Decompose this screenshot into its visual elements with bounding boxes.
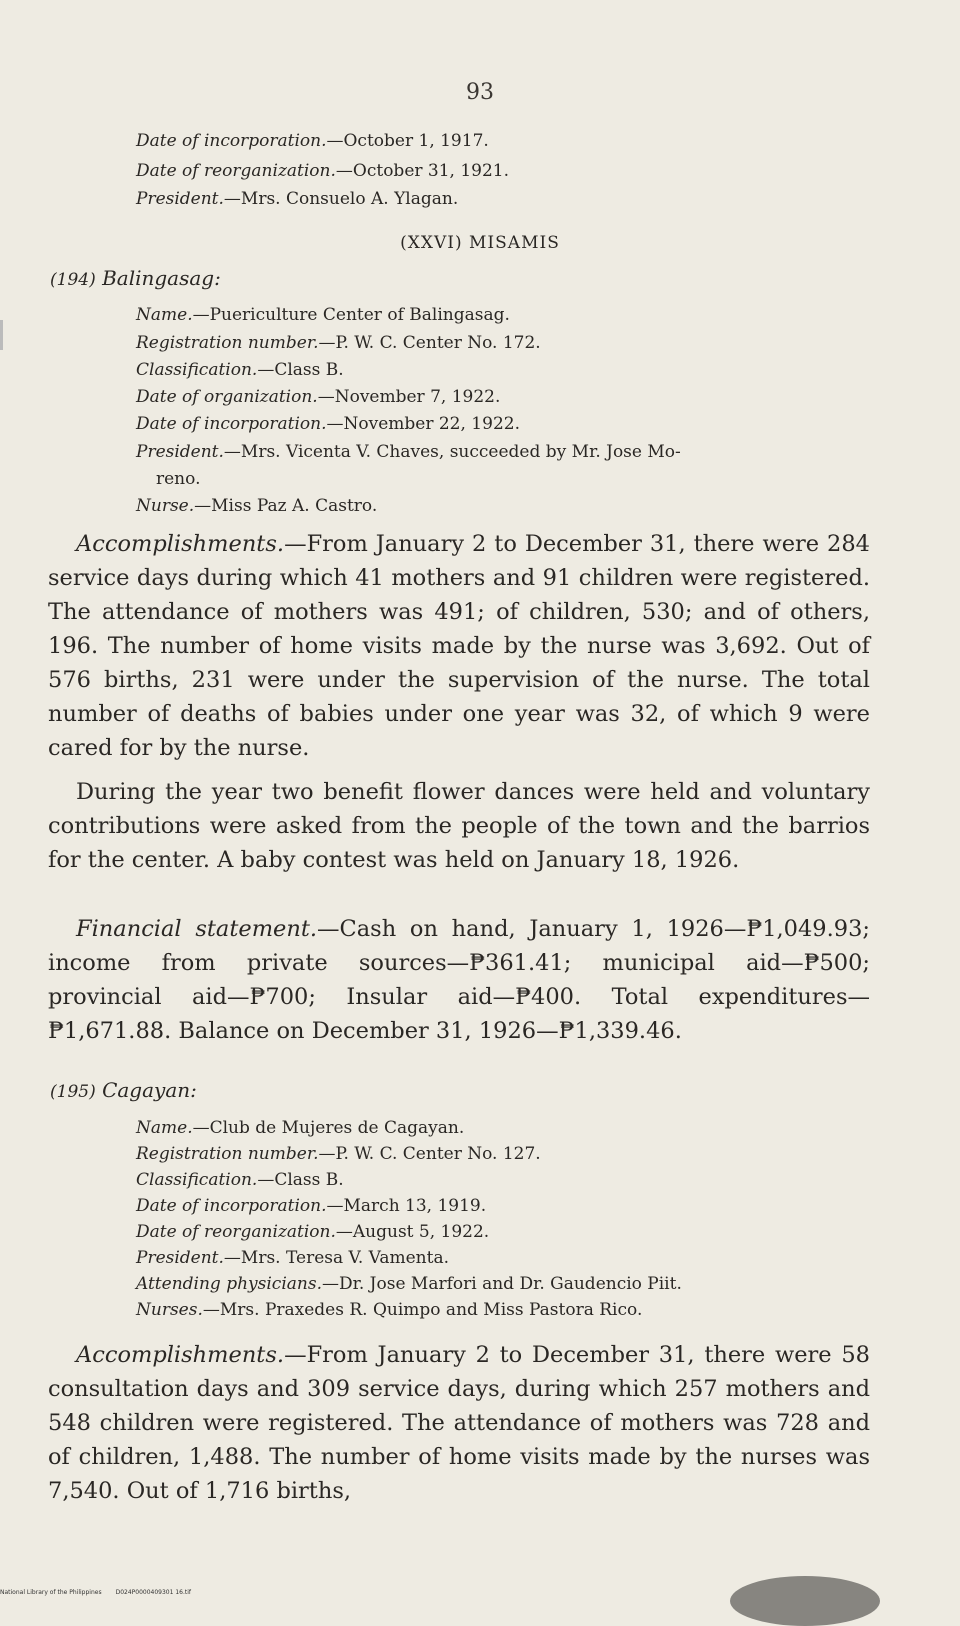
entry-194-president-cont bbox=[136, 467, 200, 491]
field-label: Date of reorganization. bbox=[136, 161, 336, 181]
field-label: Date of incorporation. bbox=[136, 1196, 327, 1216]
paragraph-text: —From January 2 to December 31, there were 284 service days during which 41 mothers and 91 children were registered. The attendance of mothers was 491; of children, 530; and of others, 196. The number of home visits made by the nurse was 3,692. Out of 576 births, 231 were under the supervision of the nurse. The total number of deaths of babies under one year was 32, of which 9 were cared for by the nurse. bbox=[48, 531, 870, 761]
entry-195-president bbox=[136, 1246, 449, 1270]
field-label: Date of reorganization. bbox=[136, 1222, 336, 1242]
entry-195-reorganization bbox=[136, 1220, 489, 1244]
field-label: Date of incorporation. bbox=[136, 131, 327, 151]
field-label: Attending physicians. bbox=[136, 1274, 322, 1294]
field-label: Registration number. bbox=[136, 1144, 319, 1164]
field-label: Classification. bbox=[136, 360, 258, 380]
field-label: Name. bbox=[136, 305, 193, 325]
entry-place: Balingasag: bbox=[102, 266, 221, 290]
entry-194-registration bbox=[136, 331, 541, 355]
paragraph-label: Accomplishments. bbox=[76, 1342, 285, 1368]
entry-195-nurses bbox=[136, 1298, 642, 1322]
field-value: —October 31, 1921. bbox=[335, 161, 510, 181]
footer-code: D024P0000409301 16.tif bbox=[115, 1589, 192, 1596]
entry-194-incorporation bbox=[136, 412, 520, 436]
entry-number: (194) bbox=[50, 270, 96, 290]
field-value: —Dr. Jose Marfori and Dr. Gaudencio Piit. bbox=[321, 1274, 682, 1294]
field-value: —August 5, 1922. bbox=[335, 1222, 490, 1242]
field-value: —Club de Mujeres de Cagayan. bbox=[192, 1118, 465, 1138]
field-value: —November 22, 1922. bbox=[326, 414, 520, 434]
entry-195-incorporation bbox=[136, 1194, 486, 1218]
paragraph-label: Accomplishments. bbox=[76, 531, 285, 557]
paragraph-text: —From January 2 to December 31, there were 58 consultation days and 309 service days, during which 257 mothers and 548 children were registered. The attendance of mothers was 728 and of children, 1,488. The number of home visits made by the nurses was 7,540. Out of 1,716 births, bbox=[48, 1342, 870, 1504]
entry-194-financial bbox=[48, 912, 870, 1048]
field-label: Nurse. bbox=[136, 496, 195, 516]
field-value: —Mrs. Teresa V. Vamenta. bbox=[223, 1248, 449, 1268]
field-value: —P. W. C. Center No. 172. bbox=[318, 333, 541, 353]
field-value: —Class B. bbox=[257, 360, 344, 380]
page-number: 93 bbox=[466, 80, 494, 105]
scan-footer bbox=[0, 1589, 205, 1596]
field-label: Name. bbox=[136, 1118, 193, 1138]
entry-194-accomplishments bbox=[48, 527, 870, 765]
entry-195-heading bbox=[50, 1078, 197, 1102]
entry-194-nurse bbox=[136, 494, 377, 518]
top-field-president bbox=[136, 187, 458, 211]
field-value: —October 1, 1917. bbox=[326, 131, 489, 151]
field-label: Date of incorporation. bbox=[136, 414, 327, 434]
scan-edge-mark bbox=[0, 320, 3, 350]
entry-195-name bbox=[136, 1116, 464, 1140]
entry-195-physicians bbox=[136, 1272, 682, 1296]
field-label: Date of organization. bbox=[136, 387, 318, 407]
field-value: —Miss Paz A. Castro. bbox=[194, 496, 378, 516]
entry-194-heading bbox=[50, 266, 221, 290]
field-label: President. bbox=[136, 189, 224, 209]
entry-place: Cagayan: bbox=[102, 1078, 197, 1102]
top-field-reorganization bbox=[136, 159, 509, 183]
field-label: President. bbox=[136, 1248, 224, 1268]
entry-195-registration bbox=[136, 1142, 541, 1166]
field-label: President. bbox=[136, 442, 224, 462]
field-value: reno. bbox=[156, 469, 201, 489]
footer-library: National Library of the Philippines bbox=[0, 1589, 102, 1596]
entry-194-paragraph2: During the year two benefit flower dances were held and voluntary contributions were asked from the people of the town and the barrios for the center. A baby contest was held on January 18, 1926. bbox=[48, 779, 870, 873]
field-value: —Mrs. Vicenta V. Chaves, succeeded by Mr. Jose Mo- bbox=[223, 442, 681, 462]
field-value: —Mrs. Consuelo A. Ylagan. bbox=[223, 189, 459, 209]
field-value: —Class B. bbox=[257, 1170, 344, 1190]
field-value: —Mrs. Praxedes R. Quimpo and Miss Pastora Rico. bbox=[202, 1300, 643, 1320]
paragraph-label: Financial statement. bbox=[76, 916, 318, 942]
field-label: Nurses. bbox=[136, 1300, 203, 1320]
entry-195-accomplishments bbox=[48, 1338, 870, 1508]
field-value: —March 13, 1919. bbox=[326, 1196, 487, 1216]
entry-195-classification bbox=[136, 1168, 344, 1192]
field-value: —Puericulture Center of Balingasag. bbox=[192, 305, 510, 325]
field-value: —November 7, 1922. bbox=[317, 387, 501, 407]
entry-194-classification bbox=[136, 358, 344, 382]
field-label: Registration number. bbox=[136, 333, 319, 353]
entry-194-organization bbox=[136, 385, 500, 409]
section-heading: (XXVI) MISAMIS bbox=[400, 233, 560, 253]
entry-number: (195) bbox=[50, 1082, 96, 1102]
entry-194-name bbox=[136, 303, 510, 327]
field-value: —P. W. C. Center No. 127. bbox=[318, 1144, 541, 1164]
paragraph-text: —Cash on hand, January 1, 1926—₱1,049.93; income from private sources—₱361.41; municipal aid—₱500; provincial aid—₱700; Insular aid—₱400. Total expenditures—₱1,671.88. Balance on December 31, 1926—₱1,339.46. bbox=[48, 916, 870, 1044]
field-label: Classification. bbox=[136, 1170, 258, 1190]
scan-shadow bbox=[730, 1576, 880, 1626]
top-field-incorporation bbox=[136, 129, 489, 153]
entry-194-president bbox=[136, 440, 681, 464]
